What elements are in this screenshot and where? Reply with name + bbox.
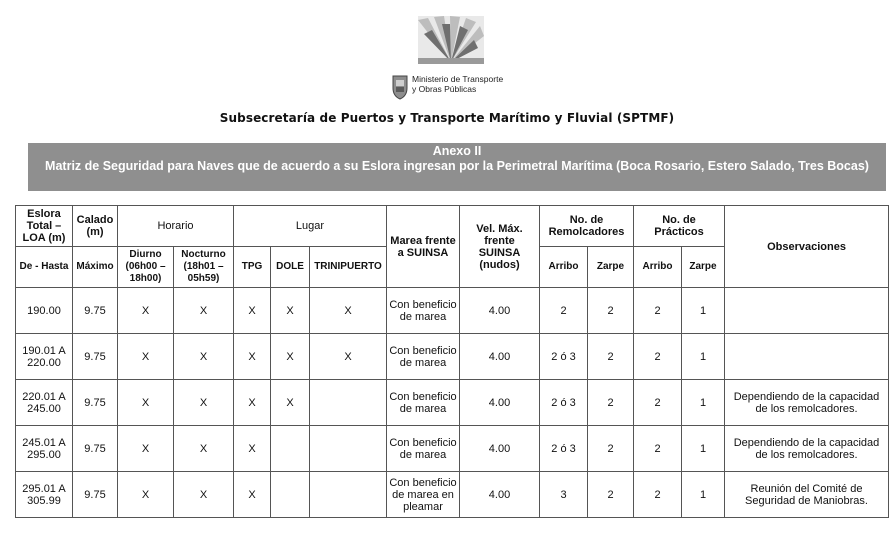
cell-prac-arribo: 2	[634, 472, 682, 518]
cell-calado: 9.75	[73, 380, 118, 426]
cell-nocturno: X	[174, 380, 234, 426]
cell-rem-arribo: 2 ó 3	[540, 334, 588, 380]
cell-prac-arribo: 2	[634, 380, 682, 426]
cell-diurno: X	[118, 472, 174, 518]
table-row	[16, 334, 889, 380]
cell-prac-zarpe: 1	[682, 380, 725, 426]
subheader-nocturno: Nocturno (18h01 – 05h59)	[174, 247, 234, 288]
safety-matrix-table	[15, 205, 889, 518]
ministry-line-1: Ministerio de Transporte	[412, 74, 504, 84]
cell-observaciones: Reunión del Comité de Seguridad de Maniobras.	[725, 472, 889, 518]
subheader-rem-zarpe: Zarpe	[588, 247, 634, 288]
cell-nocturno: X	[174, 426, 234, 472]
cell-observaciones	[725, 334, 889, 380]
subheader-maximo: Máximo	[73, 247, 118, 288]
annex-label: Anexo II	[432, 144, 482, 158]
cell-trinipuerto: X	[310, 334, 387, 380]
annex-title: Matriz de Seguridad para Naves que de acuerdo a su Eslora ingresan por la Perimetral Marítima (Boca Rosario, Estero Salado, Tres Bocas)	[45, 159, 869, 173]
cell-marea: Con beneficio de marea	[387, 426, 460, 472]
subheader-prac-arribo: Arribo	[634, 247, 682, 288]
cell-dole: X	[271, 334, 310, 380]
cell-calado: 9.75	[73, 288, 118, 334]
header-marea: Marea frente a SUINSA	[387, 206, 460, 288]
cell-prac-zarpe: 1	[682, 426, 725, 472]
cell-diurno: X	[118, 380, 174, 426]
table-row	[16, 380, 889, 426]
subheader-dole: DOLE	[271, 247, 310, 288]
cell-prac-zarpe: 1	[682, 472, 725, 518]
cell-dole: X	[271, 380, 310, 426]
cell-eslora: 295.01 A 305.99	[16, 472, 73, 518]
cell-rem-arribo: 3	[540, 472, 588, 518]
table-row	[16, 472, 889, 518]
cell-marea: Con beneficio de marea	[387, 334, 460, 380]
shield-icon	[390, 74, 410, 100]
cell-velocidad: 4.00	[460, 472, 540, 518]
cell-eslora: 220.01 A 245.00	[16, 380, 73, 426]
cell-tpg: X	[234, 288, 271, 334]
cell-eslora: 245.01 A 295.00	[16, 426, 73, 472]
subheader-tpg: TPG	[234, 247, 271, 288]
header-horario: Horario	[118, 206, 234, 247]
cell-trinipuerto	[310, 426, 387, 472]
cell-dole: X	[271, 288, 310, 334]
cell-calado: 9.75	[73, 334, 118, 380]
cell-tpg: X	[234, 334, 271, 380]
cell-trinipuerto	[310, 472, 387, 518]
cell-rem-arribo: 2	[540, 288, 588, 334]
cell-rem-zarpe: 2	[588, 288, 634, 334]
header-observaciones: Observaciones	[725, 206, 889, 288]
cell-diurno: X	[118, 334, 174, 380]
cell-velocidad: 4.00	[460, 426, 540, 472]
cell-eslora: 190.01 A 220.00	[16, 334, 73, 380]
cell-marea: Con beneficio de marea	[387, 288, 460, 334]
cell-nocturno: X	[174, 334, 234, 380]
table-header-row	[16, 206, 889, 247]
cell-observaciones: Dependiendo de la capacidad de los remolcadores.	[725, 380, 889, 426]
ministry-line-2: y Obras Públicas	[412, 84, 477, 94]
cell-marea: Con beneficio de marea en pleamar	[387, 472, 460, 518]
cell-rem-zarpe: 2	[588, 426, 634, 472]
ecuador-coat-of-arms-icon	[388, 14, 512, 74]
cell-velocidad: 4.00	[460, 380, 540, 426]
cell-prac-zarpe: 1	[682, 288, 725, 334]
cell-rem-arribo: 2 ó 3	[540, 380, 588, 426]
header-lugar: Lugar	[234, 206, 387, 247]
table-row	[16, 426, 889, 472]
cell-prac-zarpe: 1	[682, 334, 725, 380]
page-subtitle: Subsecretaría de Puertos y Transporte Marítimo y Fluvial (SPTMF)	[219, 111, 675, 125]
cell-tpg: X	[234, 472, 271, 518]
annex-banner	[28, 143, 886, 191]
header-remolcadores: No. de Remolcadores	[540, 206, 634, 247]
cell-diurno: X	[118, 426, 174, 472]
header-practicos: No. de Prácticos	[634, 206, 725, 247]
subheader-prac-zarpe: Zarpe	[682, 247, 725, 288]
cell-velocidad: 4.00	[460, 334, 540, 380]
cell-rem-zarpe: 2	[588, 380, 634, 426]
cell-observaciones: Dependiendo de la capacidad de los remolcadores.	[725, 426, 889, 472]
ministry-name	[412, 74, 512, 94]
cell-trinipuerto	[310, 380, 387, 426]
cell-prac-arribo: 2	[634, 288, 682, 334]
cell-velocidad: 4.00	[460, 288, 540, 334]
cell-rem-zarpe: 2	[588, 334, 634, 380]
cell-diurno: X	[118, 288, 174, 334]
header-calado: Calado (m)	[73, 206, 118, 247]
header-eslora: Eslora Total – LOA (m)	[16, 206, 73, 247]
cell-nocturno: X	[174, 472, 234, 518]
cell-calado: 9.75	[73, 426, 118, 472]
header-velocidad: Vel. Máx. frente SUINSA (nudos)	[460, 206, 540, 288]
cell-rem-arribo: 2 ó 3	[540, 426, 588, 472]
cell-prac-arribo: 2	[634, 334, 682, 380]
cell-marea: Con beneficio de marea	[387, 380, 460, 426]
cell-trinipuerto: X	[310, 288, 387, 334]
subheader-trinipuerto: TRINIPUERTO	[310, 247, 387, 288]
cell-tpg: X	[234, 380, 271, 426]
subheader-diurno: Diurno (06h00 – 18h00)	[118, 247, 174, 288]
cell-observaciones	[725, 288, 889, 334]
cell-nocturno: X	[174, 288, 234, 334]
cell-rem-zarpe: 2	[588, 472, 634, 518]
cell-prac-arribo: 2	[634, 426, 682, 472]
cell-calado: 9.75	[73, 472, 118, 518]
table-row	[16, 288, 889, 334]
cell-tpg: X	[234, 426, 271, 472]
subheader-de-hasta: De - Hasta	[16, 247, 73, 288]
cell-dole	[271, 426, 310, 472]
cell-dole	[271, 472, 310, 518]
cell-eslora: 190.00	[16, 288, 73, 334]
subheader-rem-arribo: Arribo	[540, 247, 588, 288]
ministry-logo	[388, 14, 512, 102]
